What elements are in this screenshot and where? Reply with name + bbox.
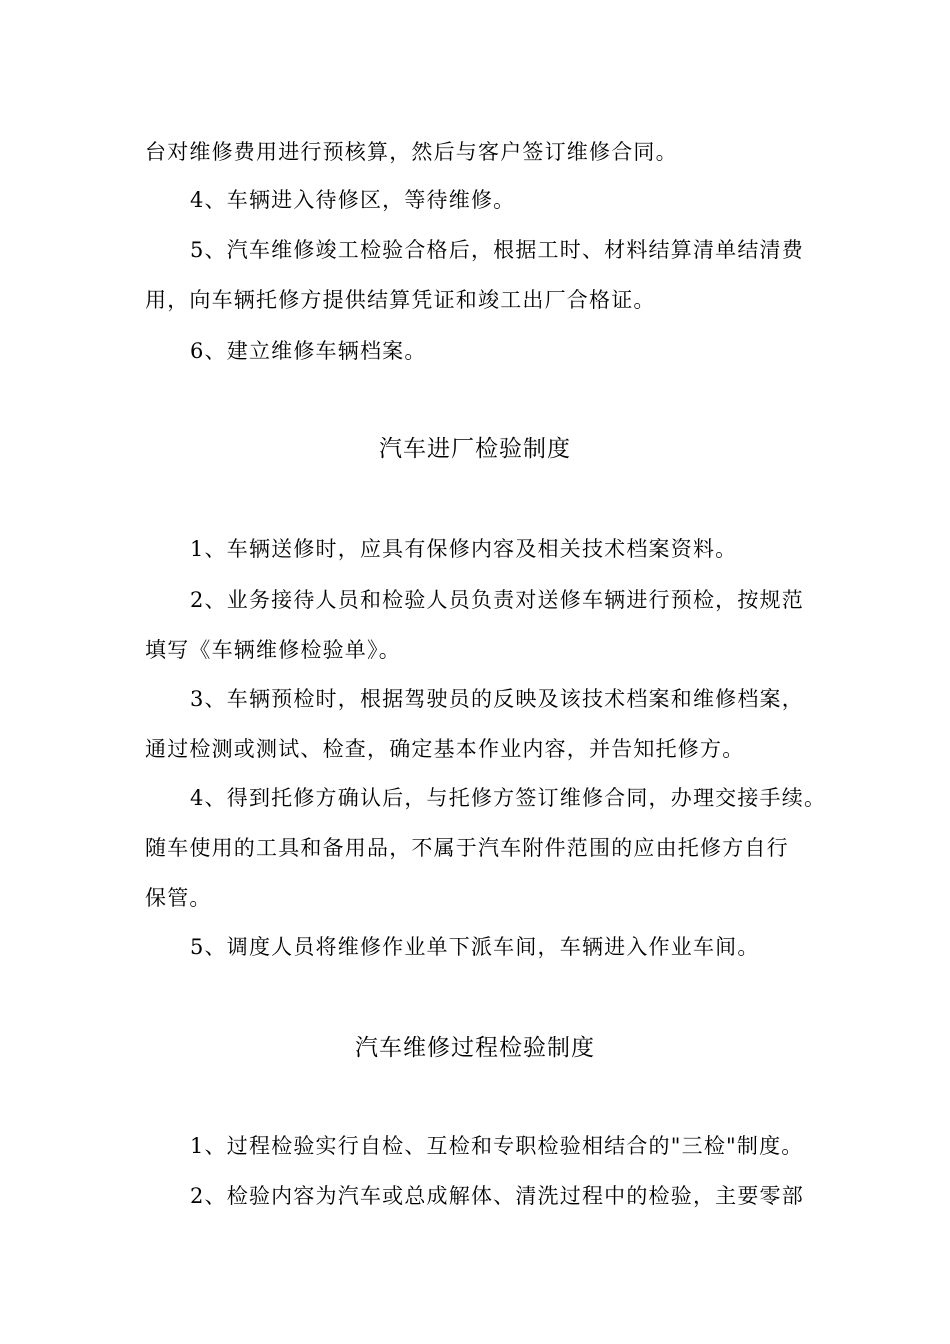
paragraph-line: 2、检验内容为汽车或总成解体、清洗过程中的检验，主要零部: [190, 1184, 804, 1208]
paragraph-line: 随车使用的工具和备用品，不属于汽车附件范围的应由托修方自行: [145, 836, 789, 860]
paragraph-line: 5、调度人员将维修作业单下派车间，车辆进入作业车间。: [190, 935, 760, 959]
paragraph-line: 用，向车辆托修方提供结算凭证和竣工出厂合格证。: [145, 288, 656, 312]
paragraph-line: 5、汽车维修竣工检验合格后，根据工时、材料结算清单结清费: [190, 238, 804, 262]
paragraph-line: 填写《车辆维修检验单》。: [145, 638, 401, 662]
paragraph-line: 6、建立维修车辆档案。: [190, 339, 427, 363]
paragraph-line: 保管。: [145, 886, 212, 910]
section-title: 汽车进厂检验制度: [379, 436, 571, 462]
paragraph-line: 4、车辆进入待修区，等待维修。: [190, 188, 516, 212]
paragraph-line: 3、车辆预检时，根据驾驶员的反映及该技术档案和维修档案，: [190, 687, 804, 711]
paragraph-line: 1、过程检验实行自检、互检和专职检验相结合的"三检"制度。: [190, 1134, 804, 1158]
paragraph-line: 通过检测或测试、检查，确定基本作业内容，并告知托修方。: [145, 737, 745, 761]
paragraph-line: 2、业务接待人员和检验人员负责对送修车辆进行预检，按规范: [190, 588, 804, 612]
paragraph-line: 台对维修费用进行预核算，然后与客户签订维修合同。: [145, 140, 678, 164]
paragraph-line: 4、得到托修方确认后，与托修方签订维修合同，办理交接手续。: [190, 786, 827, 810]
section-title: 汽车维修过程检验制度: [355, 1035, 595, 1061]
paragraph-line: 1、车辆送修时，应具有保修内容及相关技术档案资料。: [190, 537, 738, 561]
